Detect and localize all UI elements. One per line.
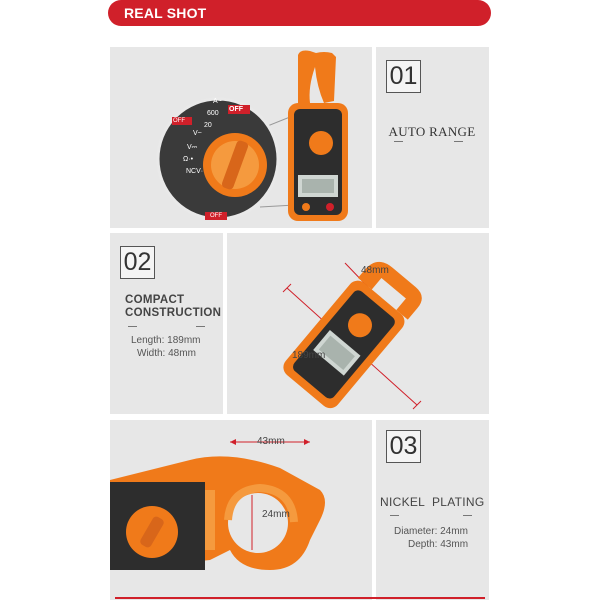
dial-label-off-3: OFF bbox=[210, 213, 222, 219]
header-banner bbox=[108, 0, 491, 26]
dimension-diameter: 24mm bbox=[262, 509, 290, 520]
header-title: REAL SHOT bbox=[124, 5, 207, 21]
dial-label-20: 20 bbox=[204, 122, 212, 129]
spec-depth: Depth: 43mm bbox=[408, 539, 469, 550]
feature-title-auto-range: AUTO RANGE bbox=[388, 124, 476, 139]
spec-diameter: Diameter: 24mm bbox=[394, 526, 468, 537]
dial-label-off: OFF bbox=[229, 106, 243, 113]
dial-label-ohm: Ω·• bbox=[183, 156, 194, 163]
divider bbox=[463, 515, 472, 516]
divider bbox=[390, 515, 399, 516]
divider bbox=[394, 141, 403, 142]
dial-label-600: 600 bbox=[207, 110, 219, 117]
feature-number-01: 01 bbox=[386, 60, 421, 93]
multimeter-image-1 bbox=[110, 47, 372, 228]
divider bbox=[128, 326, 137, 327]
feature-title-nickel-plating: NICKEL PLATING bbox=[380, 495, 485, 509]
dimension-depth: 43mm bbox=[257, 436, 285, 447]
feature-number-03: 03 bbox=[386, 430, 421, 463]
dial-label-v: V~ bbox=[193, 130, 202, 137]
dimension-length: 189mm bbox=[292, 350, 326, 361]
feature-title-compact: COMPACT bbox=[125, 294, 185, 306]
divider bbox=[196, 326, 205, 327]
dial-label-vdc: V⎓ bbox=[187, 144, 198, 151]
dial-label-off-2: OFF bbox=[173, 118, 185, 124]
feature-title-construction: CONSTRUCTION bbox=[125, 307, 222, 319]
dial-label-ncv: NCV· bbox=[186, 168, 204, 175]
multimeter-image-3 bbox=[110, 420, 372, 600]
spec-width: Width: 48mm bbox=[137, 348, 196, 359]
divider bbox=[454, 141, 463, 142]
dimension-width: 48mm bbox=[361, 265, 389, 276]
feature-number-02: 02 bbox=[120, 246, 155, 279]
dial-label-a: A~ bbox=[213, 98, 222, 105]
spec-length: Length: 189mm bbox=[131, 335, 201, 346]
multimeter-image-2 bbox=[227, 233, 489, 414]
